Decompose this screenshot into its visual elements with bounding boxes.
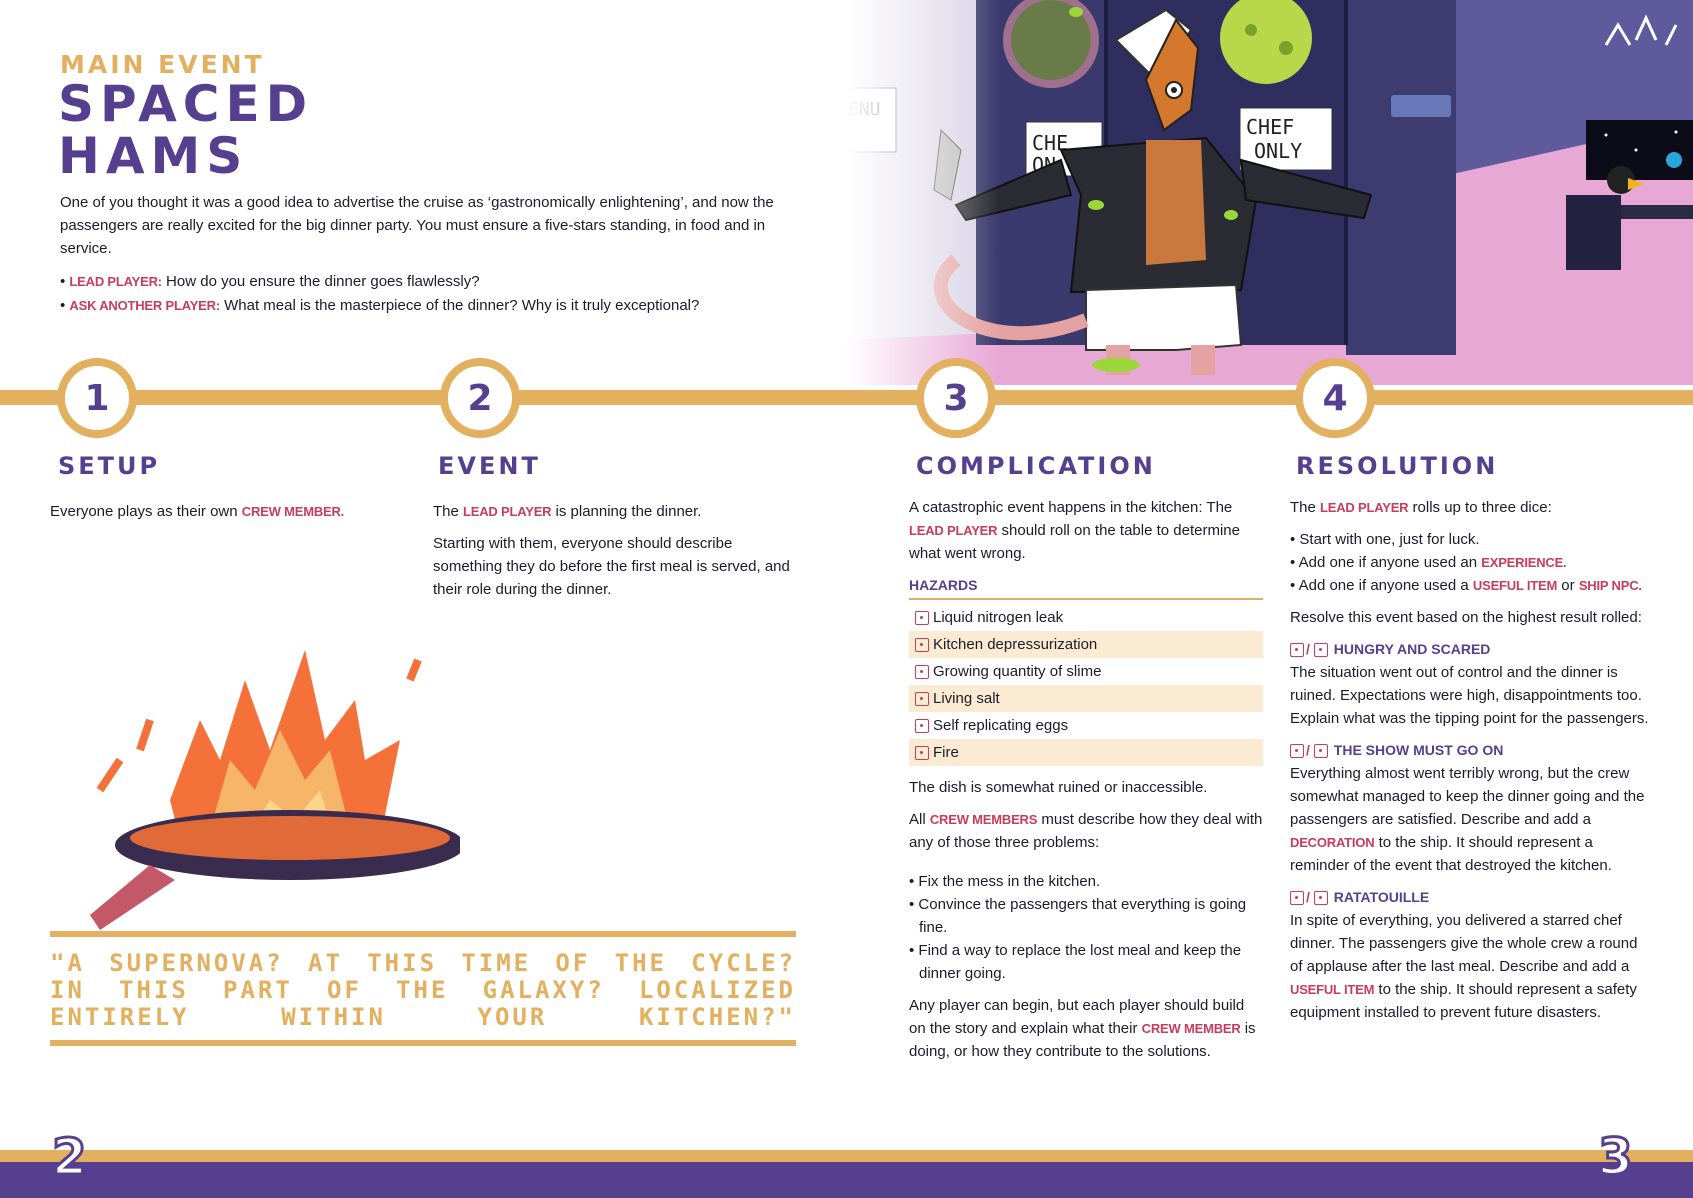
complication-heading: COMPLICATION — [916, 452, 1156, 480]
event-p2: Starting with them, everyone should describe something they do before the first meal is served, and their role during the dinner. — [433, 535, 790, 598]
outcome-text: Everything almost went terribly wrong, but the crew somewhat managed to keep the dinner going and the passengers are satisfied. Describe and add a DECORATION to the ship. It should represent a reminder of the event that destroyed the kitchen. — [1290, 765, 1645, 874]
setup-text: Everyone plays as their own CREW MEMBER. — [50, 503, 345, 520]
outcome-heading: / RATATOUILLE — [1290, 886, 1650, 909]
step-1-circle: 1 — [57, 358, 137, 438]
complication-column — [909, 496, 1263, 1072]
die-3-icon — [1290, 744, 1304, 758]
die-3-icon — [915, 665, 929, 679]
event-kicker: MAIN EVENT — [60, 50, 265, 79]
die-6-icon — [1314, 891, 1328, 905]
hazard-row: Fire — [909, 739, 1263, 766]
complication-p1: A catastrophic event happens in the kitchen: The LEAD PLAYER should roll on the table to determine what went wrong. — [909, 499, 1240, 562]
event-heading: EVENT — [438, 452, 541, 480]
list-item: • Fix the mess in the kitchen. — [909, 873, 1101, 890]
quote-rule-bottom — [50, 1040, 796, 1046]
footer-purple-band — [0, 1162, 1693, 1198]
list-item: • Start with one, just for luck. — [1290, 531, 1480, 548]
event-column — [433, 500, 798, 610]
die-5-icon — [915, 719, 929, 733]
list-item: • Convince the passengers that everything is going fine. — [909, 896, 1247, 936]
setup-keyword: CREW MEMBER. — [241, 504, 345, 519]
hazard-row: Living salt — [909, 685, 1263, 712]
hazard-row: Liquid nitrogen leak — [909, 604, 1263, 631]
step-3-circle: 3 — [916, 358, 996, 438]
die-4-icon — [1314, 744, 1328, 758]
prompt-ask: • ASK ANOTHER PLAYER: What meal is the masterpiece of the dinner? Why is it truly exceptional? — [60, 297, 700, 314]
complication-list — [909, 870, 1263, 985]
setup-heading: SETUP — [58, 452, 161, 480]
event-p1: The LEAD PLAYER is planning the dinner. — [433, 503, 702, 520]
hazard-row: Growing quantity of slime — [909, 658, 1263, 685]
prompt-ask-label: ASK ANOTHER PLAYER: — [69, 298, 220, 313]
pull-quote: "A SUPERNOVA? AT THIS TIME OF THE CYCLE? IN THIS PART OF THE GALAXY? LOCALIZED ENTIRELY WITHIN YOUR KITCHEN?" — [50, 949, 796, 1031]
die-2-icon — [1314, 643, 1328, 657]
resolution-p1: The LEAD PLAYER rolls up to three dice: — [1290, 499, 1552, 516]
setup-column — [50, 500, 390, 532]
page-number-right: 3 — [1598, 1128, 1633, 1186]
outcome-heading: / HUNGRY AND SCARED — [1290, 638, 1650, 661]
rat-chef-illustration — [846, 0, 1693, 385]
title-line-1: SPACED — [58, 75, 314, 133]
list-item: • Add one if anyone used a USEFUL ITEM or SHIP NPC. — [1290, 577, 1642, 594]
hazards-title: HAZARDS — [909, 574, 1263, 600]
timeline-bar — [0, 390, 1693, 405]
prompt-ask-text: What meal is the masterpiece of the dinner? Why is it truly exceptional? — [219, 297, 700, 314]
die-1-icon — [1290, 643, 1304, 657]
complication-p3: All CREW MEMBERS must describe how they deal with any of those three problems: — [909, 811, 1263, 851]
resolution-column — [1290, 496, 1650, 1033]
flaming-pan-illustration — [80, 640, 460, 940]
resolution-dice-list — [1290, 528, 1650, 597]
outcome-text: The situation went out of control and the dinner is ruined. Expectations were high, disappointments too. Explain what was the tipping point for the passengers. — [1290, 664, 1649, 727]
outcome-heading: / THE SHOW MUST GO ON — [1290, 739, 1650, 762]
resolution-heading: RESOLUTION — [1296, 452, 1499, 480]
die-6-icon — [915, 746, 929, 760]
quote-rule-top — [50, 931, 796, 937]
die-1-icon — [915, 611, 929, 625]
complication-after-table: The dish is somewhat ruined or inaccessible. — [909, 779, 1208, 796]
die-4-icon — [915, 692, 929, 706]
footer-gold-band — [0, 1150, 1693, 1162]
hazard-row: Self replicating eggs — [909, 712, 1263, 739]
list-item: • Add one if anyone used an EXPERIENCE. — [1290, 554, 1567, 571]
resolution-p2: Resolve this event based on the highest result rolled: — [1290, 609, 1642, 626]
page-title — [58, 75, 314, 185]
die-2-icon — [915, 638, 929, 652]
prompt-lead: • LEAD PLAYER: How do you ensure the dinner goes flawlessly? — [60, 273, 480, 290]
hazards-table — [909, 604, 1263, 766]
hazard-row: Kitchen depressurization — [909, 631, 1263, 658]
complication-p4: Any player can begin, but each player should build on the story and explain what their CREW MEMBER is doing, or how they contribute to the solutions. — [909, 997, 1256, 1060]
prompt-lead-text: How do you ensure the dinner goes flawlessly? — [161, 273, 480, 290]
page-number-left: 2 — [52, 1128, 87, 1186]
title-line-2: HAMS — [58, 127, 249, 185]
intro-paragraph: One of you thought it was a good idea to advertise the cruise as ‘gastronomically enlightening’, and now the passengers are really excited for the big dinner party. You must ensure a five-stars standing, in food and in service. — [60, 194, 774, 257]
list-item: • Find a way to replace the lost meal and keep the dinner going. — [909, 942, 1242, 982]
outcome-text: In spite of everything, you delivered a starred chef dinner. The passengers give the whole crew a round of applause after the last meal. Describe and add a USEFUL ITEM to the ship. It should represent a safety equipment installed to prevent future disasters. — [1290, 912, 1638, 1021]
prompt-lead-label: LEAD PLAYER: — [69, 274, 162, 289]
step-2-circle: 2 — [440, 358, 520, 438]
kitchen-illustration — [846, 0, 1693, 385]
die-5-icon — [1290, 891, 1304, 905]
step-4-circle: 4 — [1295, 358, 1375, 438]
prompt-list — [60, 270, 800, 318]
